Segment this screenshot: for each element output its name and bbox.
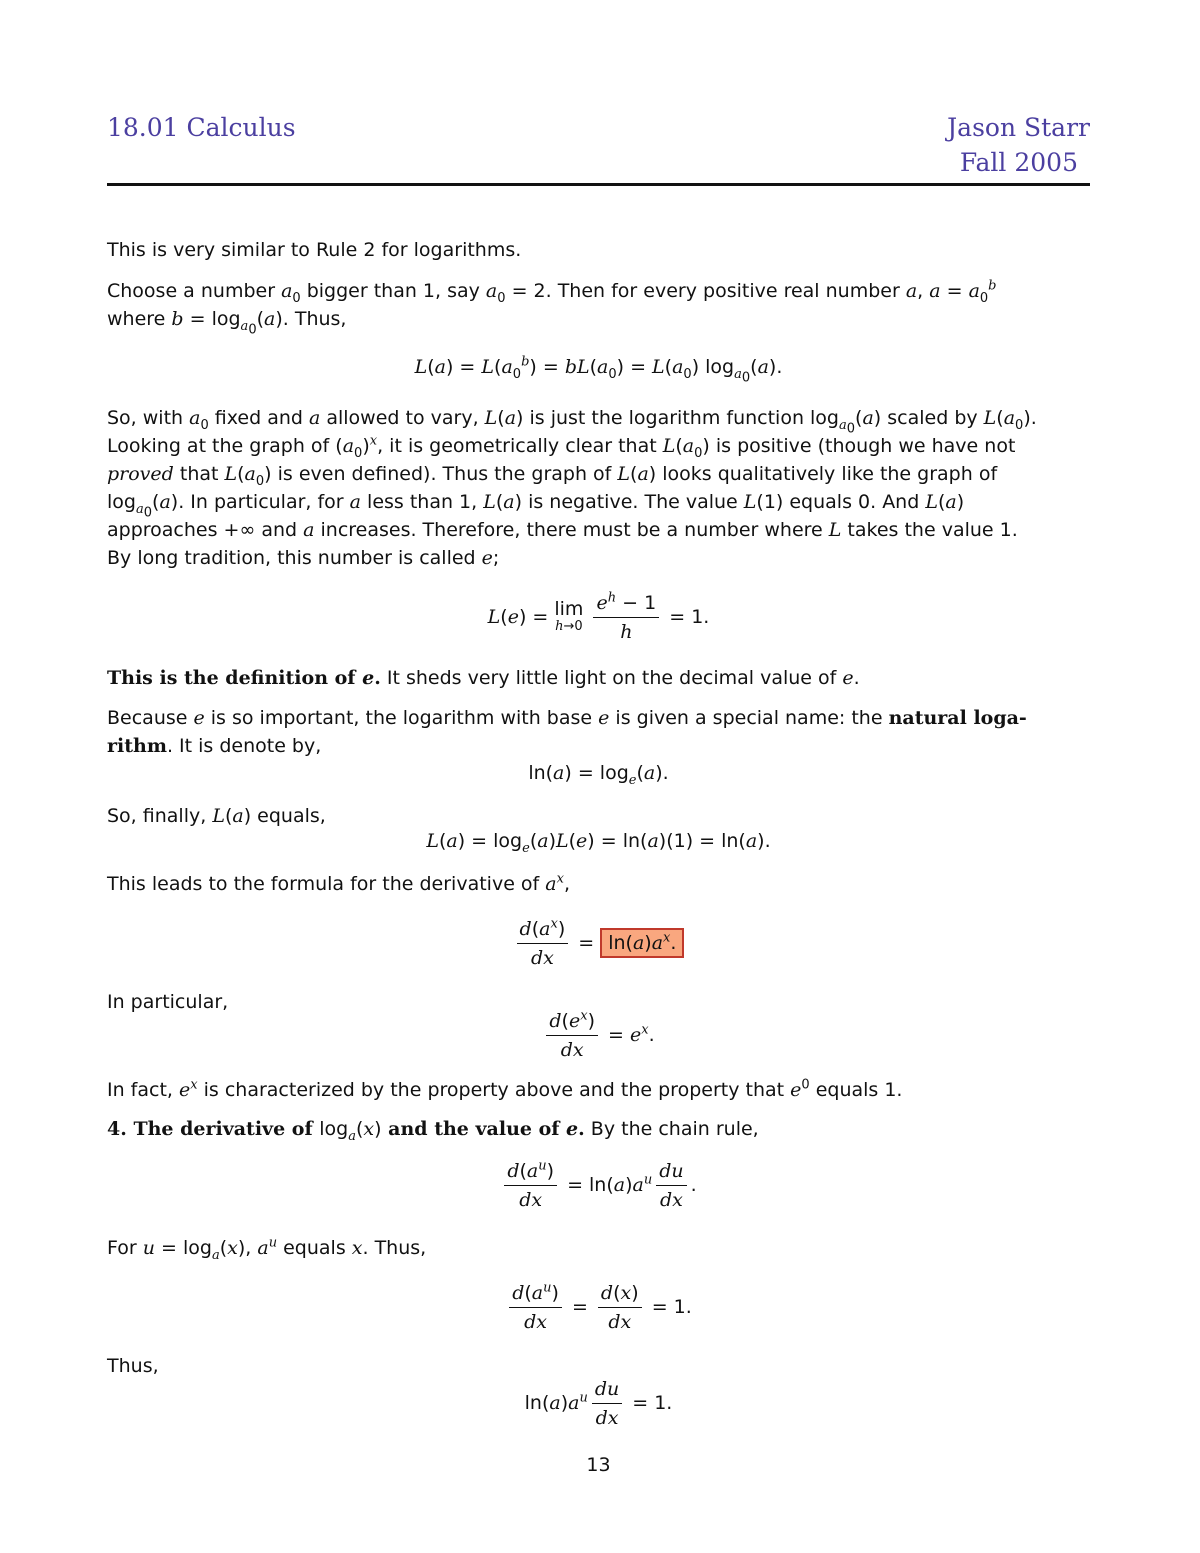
equation-derivative-a-x: $\frac{d(a^x)}{dx}$ = $\ln(a)a^x$. <box>107 918 1090 969</box>
paragraph-rule-similarity: This is very similar to Rule 2 for logarithms. <box>107 239 522 261</box>
equation-derivative-e-x: $\frac{d(e^x)}{dx}$ = $e^x$. <box>107 1010 1090 1061</box>
paragraph-for-u: For $u = \log_a(x)$, $a^u$ equals x. Thus, <box>107 1235 427 1263</box>
header-rule <box>107 183 1090 186</box>
highlighted-result: $\ln(a)a^x$. <box>600 928 684 958</box>
course-title: 18.01 Calculus <box>107 113 296 142</box>
paragraph-natural-logarithm: Because e is so important, the logarithm with base e is given a special name: the natural loga- rithm. It is denote by, <box>107 707 1027 757</box>
term: Fall 2005 <box>959 148 1078 177</box>
equation-L-equals-ln: $L(a) = \log_e(a)L(e) = \ln(a)(1) = \ln(a)$. <box>426 830 771 856</box>
paragraph-leads-to-formula: This leads to the formula for the derivative of $a^x$, <box>107 871 570 895</box>
equation-ln-a-u-du-dx: $\ln(a)a^u$ $\frac{du}{dx}$ = 1. <box>524 1378 673 1429</box>
paragraph-L-logarithm: So, with $a_0$ fixed and a allowed to vary, L(a) is just the logarithm function $\log_{a_0}(a)$ scaled by $L(a_0)$. Looking at the graph of $(a_0)^x$, it is geometrically clear that $L(a_0)$ is positive (though we have not proved that $L(a_0)$ is even defined). Thus the graph of L(a) looks qualitatively like the graph of $\log_{a_0}(a)$. In particular, for a less than 1, L(a) is negative. The value L(1) equals 0. And L(a) approaches +∞ and a increases. Therefore, there must be a number where L takes the value 1. By long tradition, this number is called e; <box>107 407 1037 569</box>
paragraph-so-finally: So, finally, L(a) equals, <box>107 805 326 827</box>
author-name: Jason Starr <box>947 113 1090 142</box>
equation-L-of-a: $L(a) = L(a_0^b) = bL(a_0) = L(a_0)$ $\log_{a_0}(a)$. <box>414 354 783 386</box>
paragraph-in-fact: In fact, $e^x$ is characterized by the property above and the property that $e^0$ equals 1. <box>107 1077 903 1101</box>
paragraph-definition-of-e: This is the definition of e. It sheds very little light on the decimal value of e. <box>107 667 860 689</box>
paragraph-in-particular: In particular, <box>107 991 229 1013</box>
equation-chain-rule: $\frac{d(a^u)}{dx}$ = $\ln(a)a^u$ $\frac{du}{dx}$ . <box>107 1160 1090 1211</box>
section-4-heading: 4. The derivative of $\log_a(x)$ and the value of e. By the chain rule, <box>107 1118 759 1144</box>
paragraph-thus: Thus, <box>107 1355 159 1377</box>
equation-definition-e: L(e) = lim h→0 $\frac{e^h - 1}{h}$ = 1. <box>487 590 710 643</box>
equation-ln-definition: $\ln(a) = \log_e(a)$. <box>528 762 669 788</box>
equation-d-a-u-equals-one: $\frac{d(a^u)}{dx}$ = $\frac{d(x)}{dx}$ = 1. <box>107 1282 1090 1333</box>
page-number: 13 <box>586 1454 611 1476</box>
paragraph-choose-base: Choose a number $a_0$ bigger than 1, say $a_0 = 2$. Then for every positive real number a, $a = a_0^b$ where $b = \log_{a_0}(a)$. Thus, <box>107 278 997 338</box>
